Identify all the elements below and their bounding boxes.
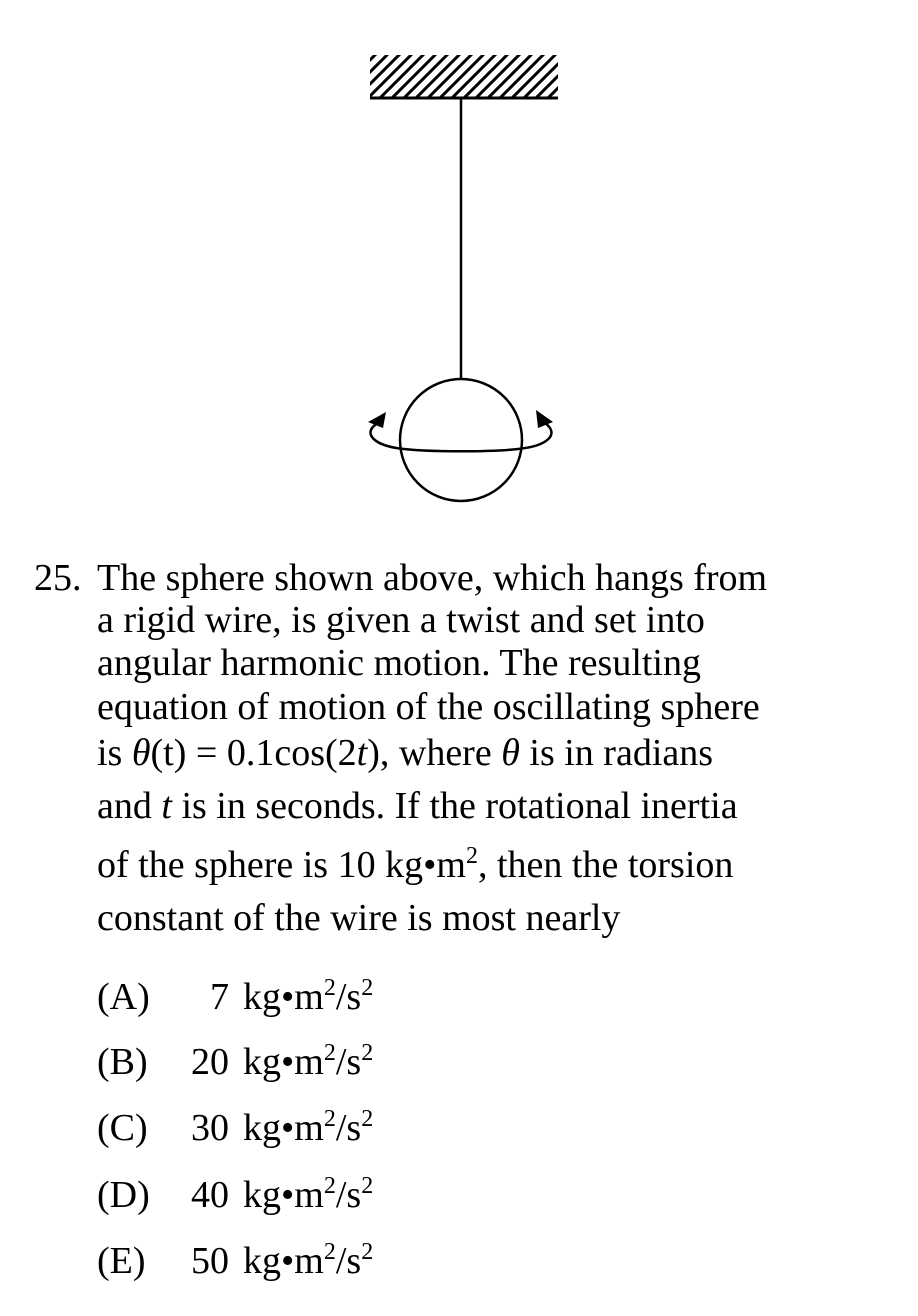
- choice-b[interactable]: (B) 20 $kg•m^2/s^2$: [97, 1040, 374, 1083]
- question-line-3: angular harmonic motion. The resulting: [97, 642, 701, 684]
- choice-a[interactable]: (A) 7 $kg•m^2/s^2$: [97, 975, 374, 1018]
- left-arrowhead-icon: [368, 412, 386, 428]
- choice-e[interactable]: (E) 50 $kg•m^2/s^2$: [97, 1239, 374, 1282]
- question-line-5-equation: is θ(t) = 0.1cos(2t), where θ is in radians: [97, 732, 714, 774]
- question-line-6: and t is in seconds. If the rotational inertia: [97, 785, 738, 827]
- choice-d[interactable]: (D) 40 $kg•m^2/s^2$: [97, 1173, 374, 1216]
- question-line-1: The sphere shown above, which hangs from: [97, 557, 768, 599]
- question-line-2: a rigid wire, is given a twist and set into: [97, 599, 705, 641]
- right-arrowhead-icon: [536, 410, 553, 428]
- ceiling-hatch: [330, 54, 592, 100]
- torsion-pendulum-diagram: [0, 0, 918, 530]
- question-line-7: of the sphere is 10 $kg•m^2$, then the torsion: [97, 843, 734, 886]
- choice-c[interactable]: (C) 30 $kg•m^2/s^2$: [97, 1106, 374, 1149]
- question-line-8: constant of the wire is most nearly: [97, 897, 621, 939]
- sphere: [400, 379, 522, 501]
- question-number: 25.: [34, 557, 82, 599]
- rotation-arc: [370, 423, 551, 451]
- question-line-4: equation of motion of the oscillating sphere: [97, 686, 760, 728]
